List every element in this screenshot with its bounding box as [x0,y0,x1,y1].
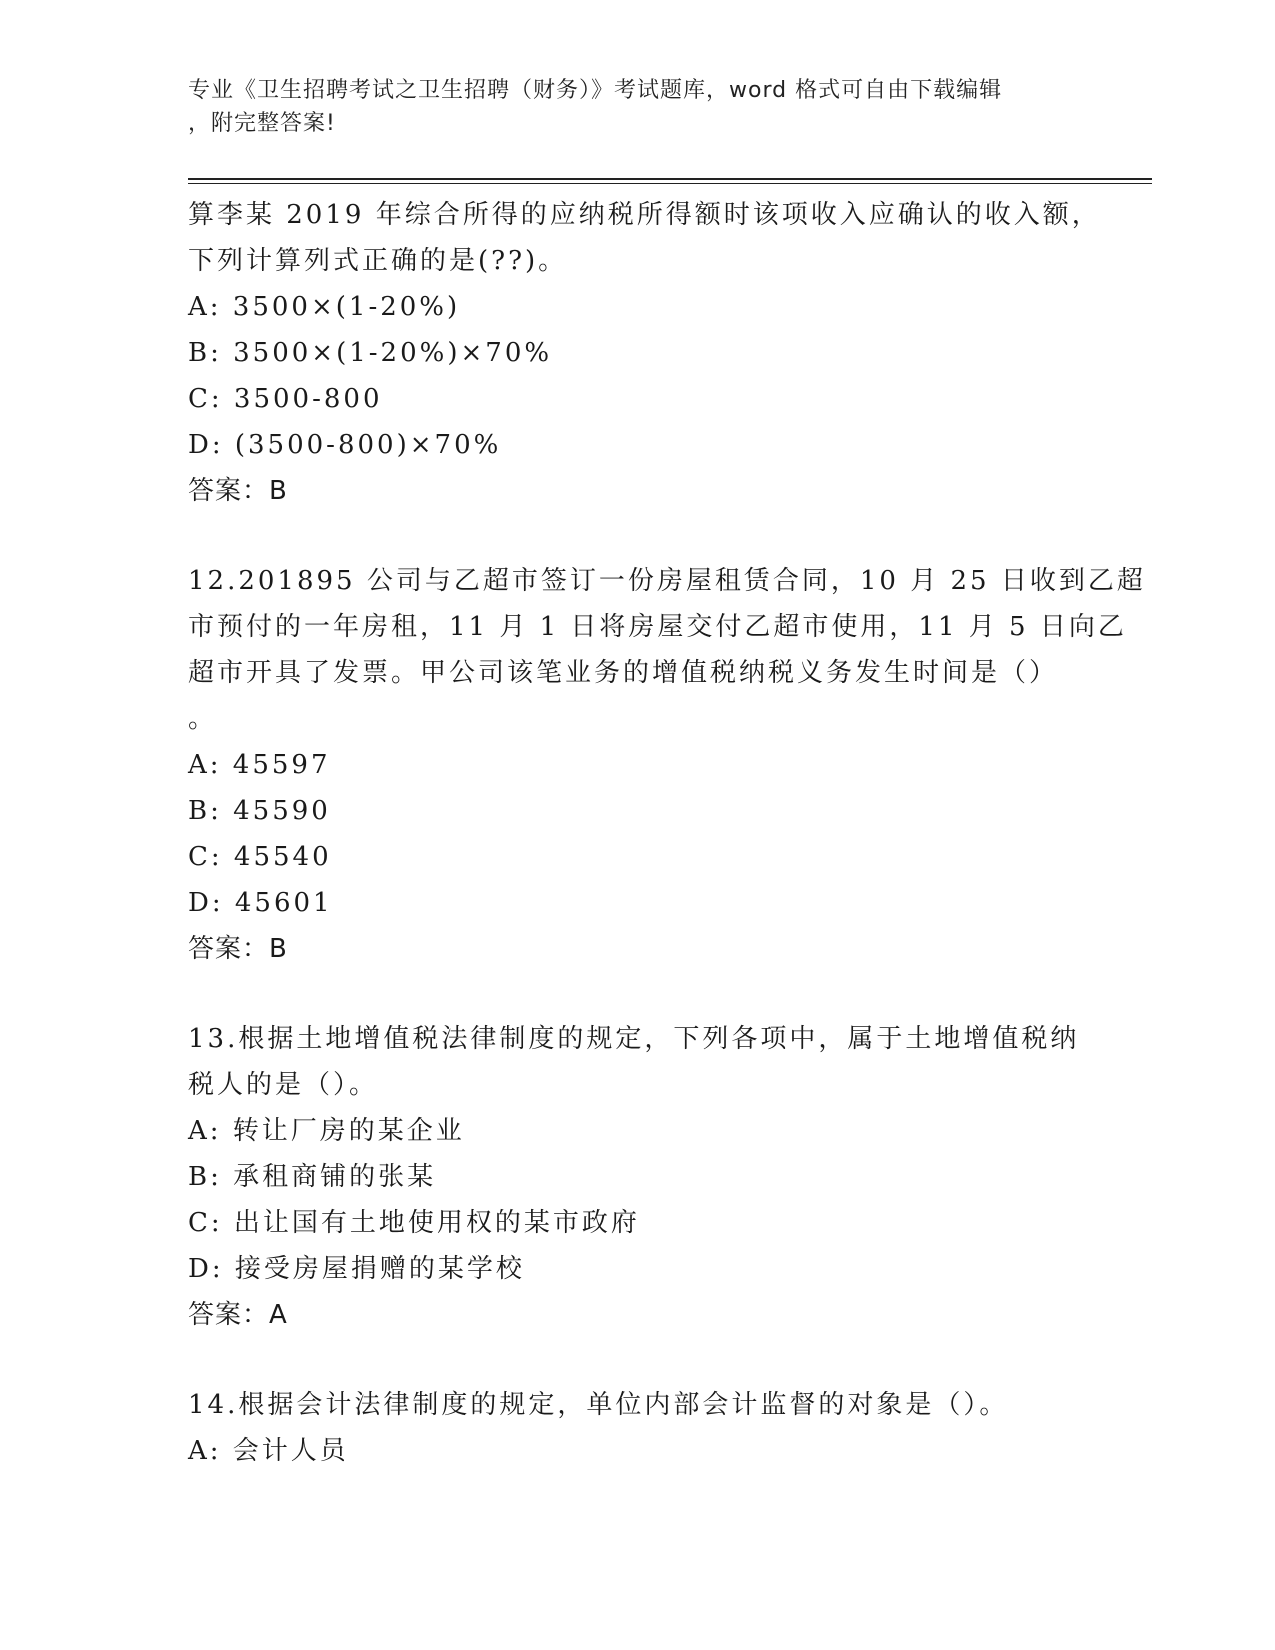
option-a: A: 转让厂房的某企业 [188,1116,465,1146]
answer-line: 答案：A [188,1300,288,1330]
option-c: C: 3500-800 [188,384,383,414]
header-divider-thick [188,178,1152,180]
option-b: B: 承租商铺的张某 [188,1162,437,1192]
question-spacer [188,1338,1088,1382]
option-d: D: 接受房屋捐赠的某学校 [188,1254,525,1284]
option-c: C: 45540 [188,842,332,872]
document-header [188,74,1068,140]
question-stem-line: 14.根据会计法律制度的规定，单位内部会计监督的对象是（）。 [188,1390,1009,1420]
option-a: A: 会计人员 [188,1436,349,1466]
answer-line: 答案：B [188,476,288,506]
option-b: B: 3500×(1-20%)×70% [188,338,553,368]
header-divider-thin [188,183,1152,184]
question-stem-line: 算李某 2019 年综合所得的应纳税所得额时该项收入应确认的收入额， [188,200,1101,230]
question-14 [188,1382,1088,1474]
question-stem-line: 13.根据土地增值税法律制度的规定，下列各项中，属于土地增值税纳 [188,1024,1080,1054]
question-stem-line: 税人的是（）。 [188,1070,379,1100]
answer-line: 答案：B [188,934,288,964]
question-12 [188,558,1146,972]
option-b: B: 45590 [188,796,331,826]
header-line-2: ，附完整答案! [188,111,336,136]
option-a: A: 45597 [188,750,331,780]
question-stem-line: 。 [188,704,218,734]
question-stem-line: 下列计算列式正确的是(??)。 [188,246,568,276]
document-body [188,192,1146,1474]
question-stem-line: 超市开具了发票。甲公司该笔业务的增值税纳税义务发生时间是（） [188,658,1059,688]
question-spacer [188,514,1088,558]
option-c: C: 出让国有土地使用权的某市政府 [188,1208,640,1238]
header-line-1: 专业《卫生招聘考试之卫生招聘（财务）》考试题库，word 格式可自由下载编辑 [188,78,1003,103]
option-d: D: (3500-800)×70% [188,430,502,460]
question-11 [188,192,1101,514]
question-stem-line: 12.201895 公司与乙超市签订一份房屋租赁合同，10 月 25 日收到乙超 [188,566,1146,596]
option-d: D: 45601 [188,888,333,918]
option-a: A: 3500×(1-20%) [188,292,461,322]
question-13 [188,1016,1088,1338]
question-stem-line: 市预付的一年房租，11 月 1 日将房屋交付乙超市使用，11 月 5 日向乙 [188,612,1127,642]
question-spacer [188,972,1088,1016]
